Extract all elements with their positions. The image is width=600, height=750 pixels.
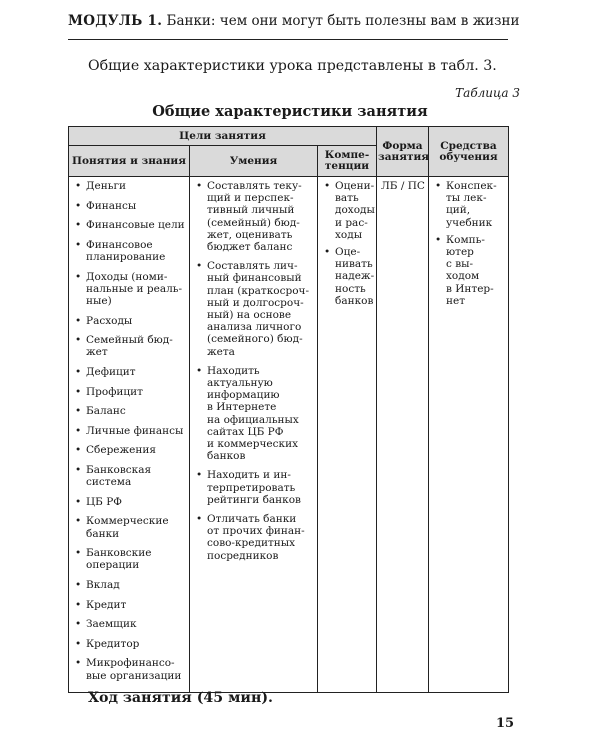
form-cell: ЛБ / ПС	[377, 177, 429, 693]
lesson-characteristics-table	[68, 126, 509, 693]
concepts-cell	[69, 177, 190, 693]
competency-item: • Оцени- вать доходы и рас- ходы	[322, 180, 373, 241]
concept-item: • Заемщик	[73, 618, 186, 630]
concept-item: • Вклад	[73, 579, 186, 591]
concept-item: • Коммерческие банки	[73, 515, 186, 539]
concept-item: • Личные финансы	[73, 425, 186, 437]
concept-item: • Кредитор	[73, 638, 186, 650]
goals-group-header: Цели занятия	[69, 127, 377, 146]
skill-item: • Находить и ин- терпретировать рейтинги банков	[194, 469, 314, 506]
skill-item: • Находить актуальную информацию в Интернете на официальных сайтах ЦБ РФ и коммерческих банков	[194, 365, 314, 463]
concept-item: • Финансовое планирование	[73, 239, 186, 263]
concept-item: • Банковская система	[73, 464, 186, 488]
course-heading: Ход занятия (45 мин).	[88, 690, 273, 706]
concept-item: • Дефицит	[73, 366, 186, 378]
means-list	[433, 180, 505, 307]
competencies-list	[322, 180, 373, 307]
concept-item: • Финансы	[73, 200, 186, 212]
concept-item: • Расходы	[73, 315, 186, 327]
module-number: МОДУЛЬ 1.	[68, 13, 163, 29]
means-column-header: Средства обучения	[429, 127, 509, 177]
concept-item: • Доходы (номи- нальные и реаль- ные)	[73, 271, 186, 308]
table-title: Общие характеристики занятия	[152, 103, 428, 120]
intro-text: Общие характеристики урока представлены в табл. 3.	[88, 58, 497, 74]
skill-item: • Составлять лич- ный финансовый план (краткосроч- ный и долгосроч- ный) на основе анализа личного (семейного) бюд- жета	[194, 260, 314, 358]
concept-item: • Семейный бюд- жет	[73, 334, 186, 358]
means-item: • Компь- ютер с вы- ходом в Интер- нет	[433, 234, 505, 307]
skill-item: • Отличать банки от прочих финан- сово-кредитных посредников	[194, 513, 314, 562]
skills-list	[194, 180, 314, 562]
concept-item: • Банковские операции	[73, 547, 186, 571]
competencies-cell	[318, 177, 377, 693]
concepts-column-header: Понятия и знания	[69, 146, 190, 177]
competency-item: • Оце- нивать надеж- ность банков	[322, 246, 373, 307]
concept-item: • Баланс	[73, 405, 186, 417]
concept-item: • ЦБ РФ	[73, 496, 186, 508]
skill-item: • Составлять теку- щий и перспек- тивный личный (семейный) бюд- жет, оценивать бюджет баланс	[194, 180, 314, 253]
page-number: 15	[496, 716, 515, 731]
concept-item: • Деньги	[73, 180, 186, 192]
concept-item: • Сбережения	[73, 444, 186, 456]
skills-cell	[190, 177, 318, 693]
concept-item: • Профицит	[73, 386, 186, 398]
skills-column-header: Умения	[190, 146, 318, 177]
concept-item: • Кредит	[73, 599, 186, 611]
form-column-header: Форма занятия	[377, 127, 429, 177]
running-header	[68, 13, 520, 40]
means-cell	[429, 177, 509, 693]
concepts-list	[73, 180, 186, 682]
concept-item: • Финансовые цели	[73, 219, 186, 231]
concept-item: • Микрофинансо- вые организации	[73, 657, 186, 681]
module-title: Банки: чем они могут быть полезны вам в жизни	[166, 13, 520, 29]
table-label: Таблица 3	[455, 86, 520, 100]
competencies-column-header: Компе- тенции	[318, 146, 377, 177]
means-item: • Конспек- ты лек- ций, учебник	[433, 180, 505, 229]
